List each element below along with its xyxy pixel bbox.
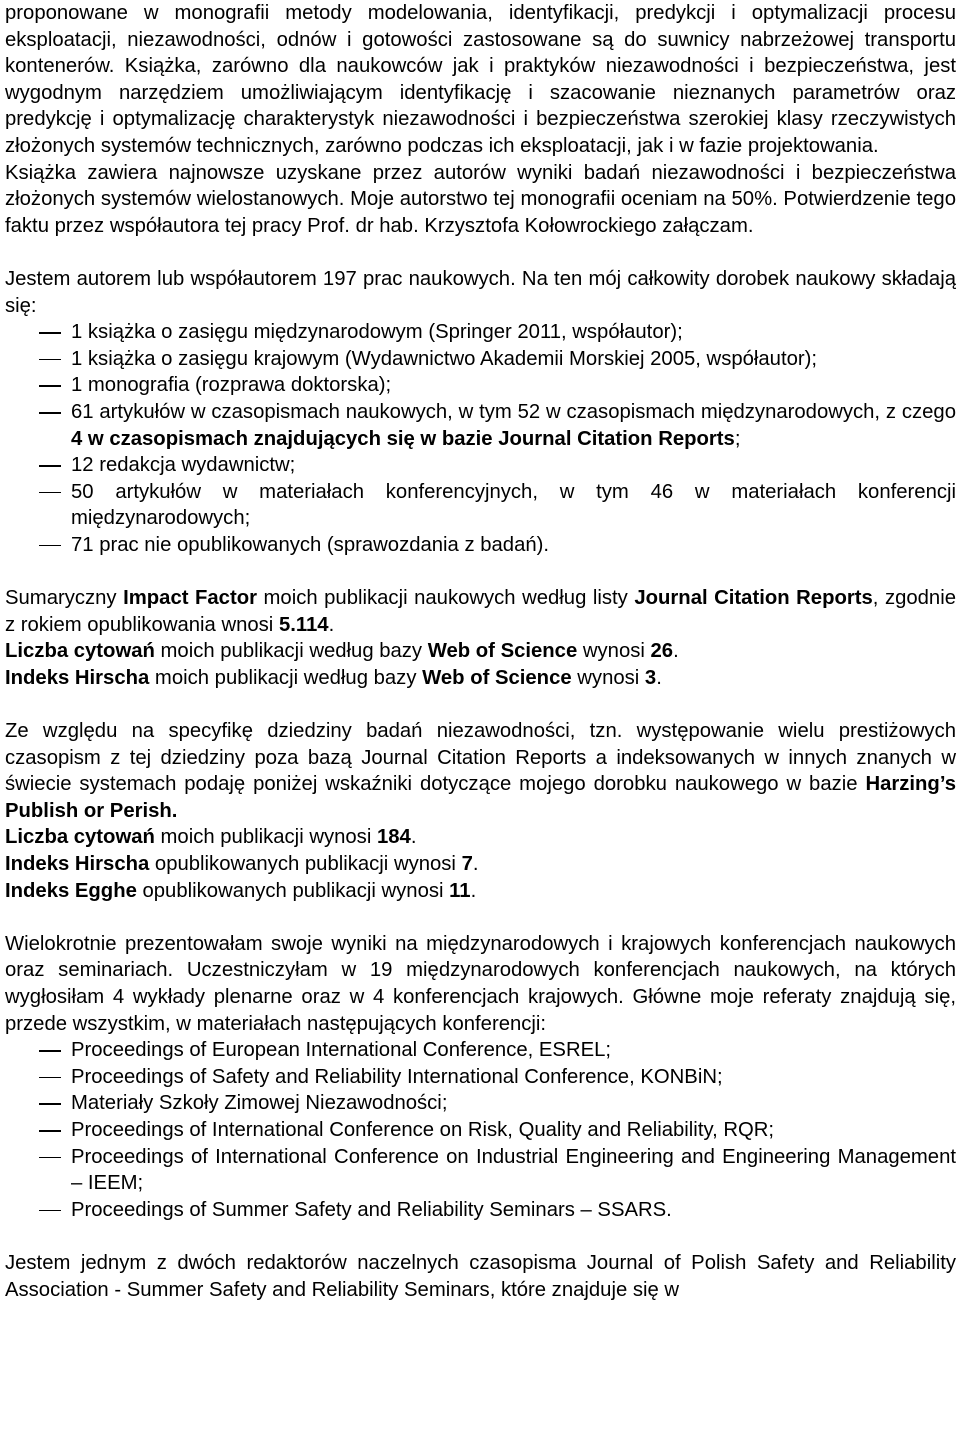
- text-run: wynosi: [577, 640, 651, 663]
- text-run: moich publikacji naukowych według listy: [257, 587, 635, 610]
- bold-text: Liczba cytowań: [5, 826, 155, 849]
- text-run: .: [656, 666, 662, 689]
- bold-text: 11: [449, 879, 471, 902]
- text-run: opublikowanych publikacji wynosi: [149, 853, 462, 875]
- paragraph-egghe: [5, 878, 956, 905]
- list-item: [5, 1117, 956, 1144]
- text-run: 1 książka o zasięgu krajowym (Wydawnictwo Akademii Morskiej 2005, współautor);: [71, 347, 818, 370]
- list-item: [5, 1037, 956, 1064]
- paragraph-hirsch-wos: [5, 665, 956, 692]
- bold-text: 7: [461, 853, 473, 875]
- text-run: .: [470, 879, 477, 902]
- bold-text: Web of Science: [422, 666, 572, 689]
- text-run: Sumaryczny: [5, 587, 124, 610]
- text-run: .: [410, 826, 417, 849]
- text-run: Proceedings of European International Conference, ESREL;: [71, 1039, 612, 1062]
- text-run: opublikowanych publikacji wynosi: [136, 879, 450, 902]
- bold-text: Liczba cytowań: [5, 640, 155, 663]
- text-run: 1 książka o zasięgu międzynarodowym (Springer 2011, współautor);: [71, 321, 683, 344]
- text-run: Proceedings of Safety and Reliability International Conference, KONBiN;: [71, 1065, 723, 1088]
- paragraph-specyfika: [5, 718, 956, 824]
- paragraph-autorstwo: [5, 160, 956, 240]
- text-run: Jestem jednym z dwóch redaktorów naczelnych czasopisma Journal of Polish Safety and Reliability Association - Summer Safety and Reliability Seminars, które znajduje się w: [5, 1251, 956, 1301]
- list-item: [5, 1090, 956, 1117]
- text-run: , zgodnie z rokiem opublikowania wnosi: [5, 587, 956, 636]
- text-run: Ze względu na specyfikę dziedziny badań niezawodności, tzn. występowanie wielu prestiżowych czasopism z tej dziedziny poza bazą Journal Citation Reports a indeksowanych w innych znanych w świecie systemach podaję poniżej wskaźniki dotyczące mojego dorobku naukowego w bazie: [5, 720, 956, 796]
- bold-text: 184: [376, 826, 411, 849]
- text-run: .: [328, 613, 335, 636]
- list-item: [5, 346, 956, 373]
- text-run: 71 prac nie opublikowanych (sprawozdania z badań).: [71, 533, 550, 556]
- text-run: ;: [734, 427, 741, 450]
- list-item: [5, 399, 956, 452]
- text-run: Jestem autorem lub współautorem 197 prac naukowych. Na ten mój całkowity dorobek naukowy składają się:: [5, 267, 956, 317]
- spacer: [5, 904, 956, 931]
- text-run: 61 artykułów w czasopismach naukowych, w tym 52 w czasopismach międzynarodowych, z czego: [71, 400, 956, 423]
- list-item: [5, 532, 956, 559]
- document-page: [5, 0, 956, 1303]
- list-item: [5, 1064, 956, 1091]
- text-run: moich publikacji według bazy: [154, 640, 428, 663]
- list-item: [5, 372, 956, 399]
- list-item: [5, 452, 956, 479]
- text-run: 50 artykułów w materiałach konferencyjnych, w tym 46 w materiałach konferencji międzynarodowych;: [71, 480, 956, 530]
- spacer: [5, 239, 956, 266]
- bold-text: 26: [650, 640, 674, 663]
- text-run: .: [673, 640, 679, 663]
- bold-text: Indeks Egghe: [5, 879, 137, 902]
- text-run: moich publikacji według bazy: [149, 666, 423, 689]
- text-run: Proceedings of Summer Safety and Reliability Seminars – SSARS.: [71, 1198, 672, 1221]
- bold-text: 5.114: [278, 613, 329, 636]
- text-run: Wielokrotnie prezentowałam swoje wyniki na międzynarodowych i krajowych konferencjach naukowych oraz seminariach. Uczestniczyłam w 19 międzynarodowych konferencjach naukowych, na których wygłosiłam 4 wykłady plenarne oraz w 4 konferencjach krajowych. Główne moje referaty znajdują się, przede wszystkim, w materiałach następujących konferencji:: [5, 932, 956, 1035]
- paragraph-dorobek: [5, 266, 956, 319]
- text-run: Proceedings of International Conference on Industrial Engineering and Engineering Management – IEEM;: [71, 1145, 956, 1195]
- text-run: Proceedings of International Conference on Risk, Quality and Reliability, RQR;: [71, 1118, 775, 1141]
- list-konferencje: [5, 1037, 956, 1223]
- bold-text: Web of Science: [427, 640, 578, 663]
- list-dorobek: [5, 319, 956, 558]
- text-run: wynosi: [571, 666, 645, 689]
- paragraph-konferencje: [5, 931, 956, 1037]
- bold-text: Indeks Hirscha: [5, 853, 150, 875]
- text-run: 1 monografia (rozprawa doktorska);: [71, 374, 392, 397]
- list-item: [5, 1197, 956, 1224]
- spacer: [5, 558, 956, 585]
- list-item: [5, 479, 956, 532]
- paragraph-cytowania-pop: [5, 824, 956, 851]
- text-run: proponowane w monografii metody modelowania, identyfikacji, predykcji i optymalizacji procesu eksploatacji, niezawodności, odnów i gotowości zastosowane są do suwnicy nabrzeżowej transportu kontenerów. Książka, zarówno dla naukowców jak i praktyków niezawodności i bezpieczeństwa, jest wygodnym narzędziem umożliwiającym identyfikację i szacowanie nieznanych parametrów oraz predykcję i optymalizację charakterystyk niezawodności i bezpieczeństwa szerokiej klasy rzeczywistych złożonych systemów technicznych, zarówno podczas ich eksploatacji, jak i w fazie projektowania.: [5, 2, 956, 157]
- text-run: moich publikacji wynosi: [154, 826, 377, 849]
- bold-text: 3: [644, 666, 657, 689]
- bold-text: Impact Factor: [123, 587, 257, 610]
- bold-text: Journal Citation Reports: [634, 587, 873, 610]
- text-run: 12 redakcja wydawnictw;: [71, 454, 296, 477]
- paragraph-hirsch-pop: [5, 851, 956, 878]
- text-run: Materiały Szkoły Zimowej Niezawodności;: [71, 1092, 448, 1115]
- bold-text: 4 w czasopismach znajdujących się w bazie Journal Citation Reports: [71, 427, 735, 450]
- spacer: [5, 1223, 956, 1250]
- bold-text: Indeks Hirscha: [5, 666, 150, 689]
- list-item: [5, 319, 956, 346]
- text-run: Książka zawiera najnowsze uzyskane przez autorów wyniki badań niezawodności i bezpieczeństwa złożonych systemów wielostanowych. Moje autorstwo tej monografii oceniam na 50%. Potwierdzenie tego faktu przez współautora tej pracy Prof. dr hab. Krzysztofa Kołowrockiego załączam.: [5, 161, 956, 237]
- paragraph-redaktor: [5, 1250, 956, 1303]
- bold-text: Harzing’s Publish or Perish.: [5, 773, 956, 822]
- text-run: .: [472, 853, 479, 875]
- list-item: [5, 1144, 956, 1197]
- paragraph-cytowania-wos: [5, 638, 956, 665]
- paragraph-monografia: [5, 0, 956, 160]
- paragraph-impact-factor: [5, 585, 956, 638]
- spacer: [5, 691, 956, 718]
